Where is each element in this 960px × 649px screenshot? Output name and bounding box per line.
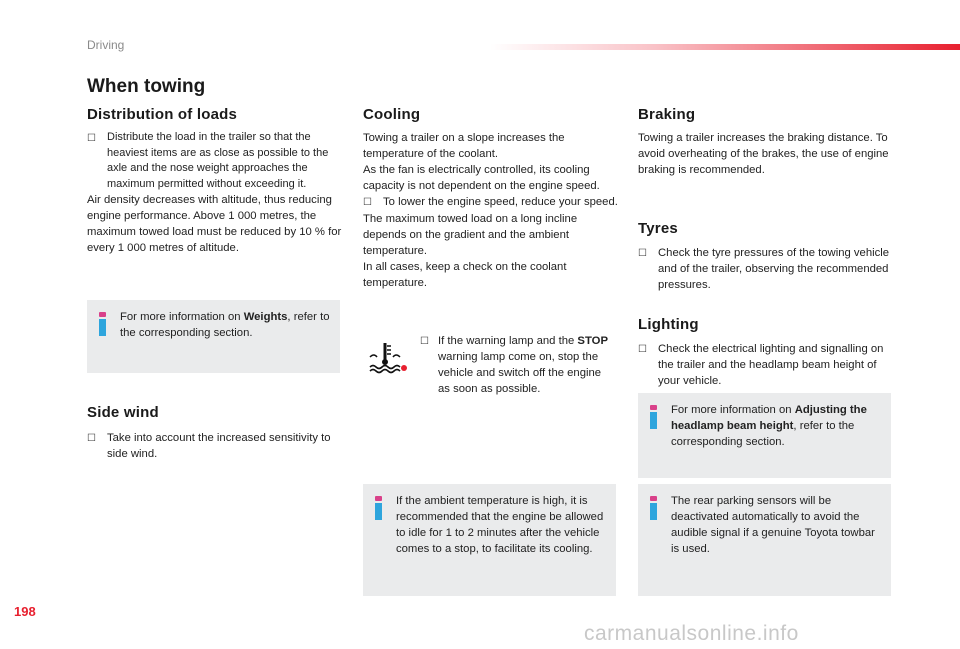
braking-section bbox=[638, 106, 893, 178]
tyres-bullet: ☐ Check the tyre pressures of the towing vehicle and of the trailer, observing the recommended pressures. bbox=[638, 247, 890, 291]
checkbox-bullet-icon: ☐ bbox=[638, 248, 647, 259]
headlamp-link: Adjusting the headlamp beam height bbox=[671, 404, 867, 432]
checkbox-bullet-icon: ☐ bbox=[87, 433, 96, 444]
checkbox-bullet-icon: ☐ bbox=[363, 197, 372, 208]
info-headlamp-text: For more information on Adjusting the headlamp beam height, refer to the corresponding section. bbox=[671, 404, 867, 448]
distribution-section bbox=[87, 106, 342, 256]
checkbox-bullet-icon: ☐ bbox=[638, 344, 647, 355]
cooling-p2: As the fan is electrically controlled, its cooling capacity is not dependent on the engine speed. bbox=[363, 164, 600, 192]
info-parking-text: The rear parking sensors will be deactivated automatically to avoid the audible signal if a genuine Toyota towbar is used. bbox=[671, 495, 875, 555]
lighting-section bbox=[638, 316, 893, 389]
side-wind-section bbox=[87, 404, 342, 462]
cooling-section bbox=[363, 106, 618, 291]
info-weights-text: For more information on Weights, refer to the corresponding section. bbox=[120, 311, 330, 339]
coolant-temperature-warning-icon bbox=[366, 340, 416, 376]
side-wind-heading: Side wind bbox=[87, 404, 159, 421]
distribution-bullet: ☐ Distribute the load in the trailer so that the heaviest items are as close as possible to the axle and the nose weight approaches the maximum permitted without exceeding it. bbox=[87, 130, 342, 192]
info-box-weights bbox=[87, 300, 340, 373]
warning-bullet: ☐ If the warning lamp and the STOP warning lamp come on, stop the vehicle and switch off the engine as soon as possible. bbox=[420, 335, 608, 395]
lighting-bullet: ☐ Check the electrical lighting and signalling on the trailer and the headlamp beam height of your vehicle. bbox=[638, 343, 884, 387]
page-number: 198 bbox=[14, 604, 36, 619]
checkbox-bullet-icon: ☐ bbox=[420, 336, 429, 347]
cooling-p1: Towing a trailer on a slope increases the temperature of the coolant. bbox=[363, 132, 565, 160]
lighting-heading: Lighting bbox=[638, 316, 699, 333]
info-icon bbox=[99, 312, 106, 336]
tyres-heading: Tyres bbox=[638, 220, 678, 237]
side-wind-bullet: ☐ Take into account the increased sensitivity to side wind. bbox=[87, 432, 331, 460]
tyres-section bbox=[638, 220, 893, 293]
info-box-headlamp bbox=[638, 393, 891, 478]
checkbox-bullet-icon: ☐ bbox=[87, 133, 96, 144]
weights-link: Weights bbox=[243, 311, 288, 323]
section-label: Driving bbox=[87, 38, 125, 52]
distribution-heading: Distribution of loads bbox=[87, 106, 238, 123]
info-icon bbox=[375, 496, 382, 520]
watermark: carmanualsonline.info bbox=[584, 622, 799, 645]
cooling-p4: In all cases, keep a check on the coolant temperature. bbox=[363, 261, 567, 289]
info-icon bbox=[650, 405, 657, 429]
altitude-paragraph: Air density decreases with altitude, thus reducing engine performance. Above 1 000 metres, the maximum towed load must be reduced by 10 % for every 1 000 metres of altitude. bbox=[87, 194, 342, 254]
header-accent-bar bbox=[490, 44, 960, 50]
info-icon bbox=[650, 496, 657, 520]
cooling-bullet: ☐ To lower the engine speed, reduce your speed. bbox=[363, 194, 618, 211]
braking-text: Towing a trailer increases the braking distance. To avoid overheating of the brakes, the use of engine braking is recommended. bbox=[638, 132, 889, 176]
cooling-heading: Cooling bbox=[363, 106, 421, 123]
page-title: When towing bbox=[87, 76, 206, 97]
braking-heading: Braking bbox=[638, 106, 696, 123]
info-box-ambient bbox=[363, 484, 616, 596]
info-box-parking bbox=[638, 484, 891, 596]
info-ambient-text: If the ambient temperature is high, it is recommended that the engine be allowed to idle for 1 to 2 minutes after the vehicle comes to a stop, to facilitate its cooling. bbox=[396, 495, 604, 555]
cooling-p3: The maximum towed load on a long incline depends on the gradient and the ambient temperature. bbox=[363, 213, 578, 257]
